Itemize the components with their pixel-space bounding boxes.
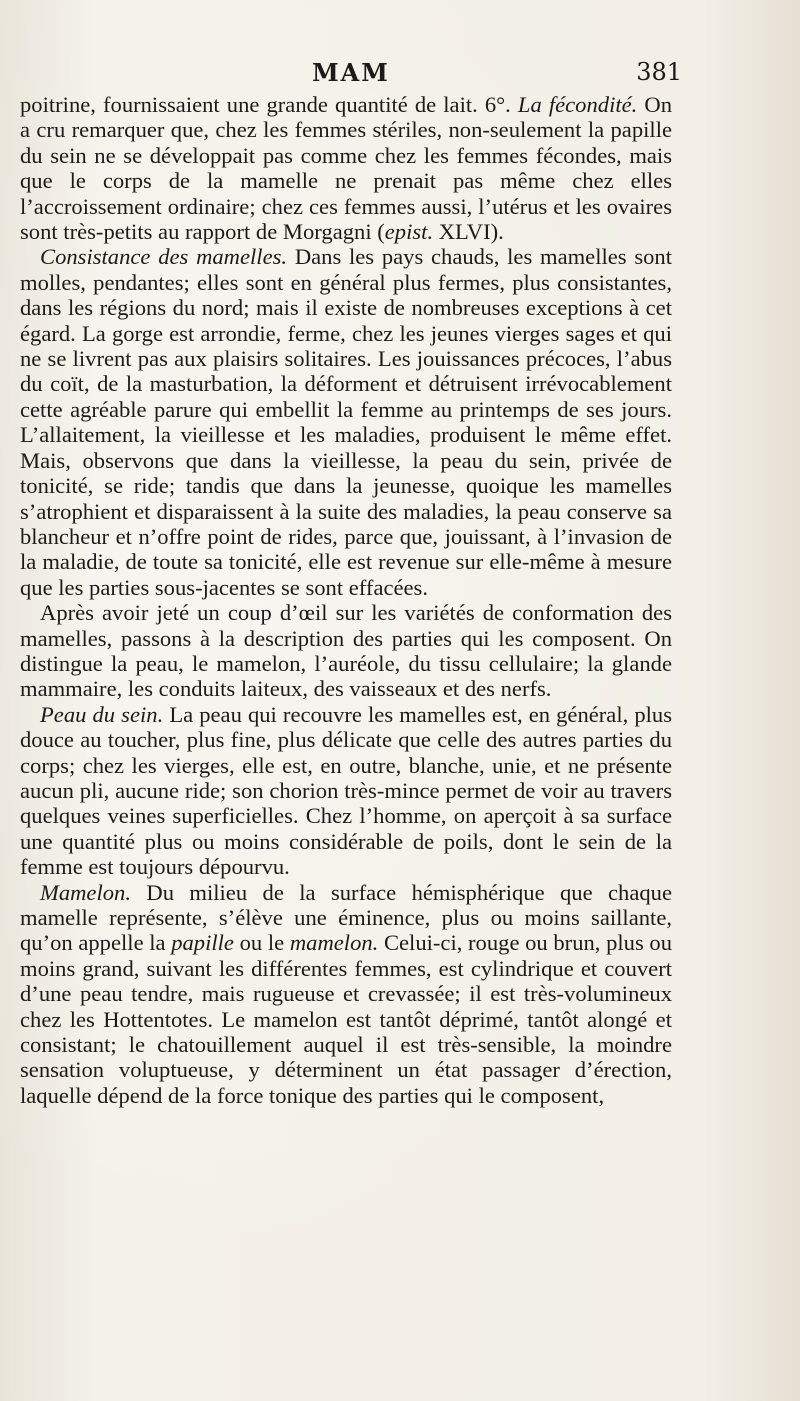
body-text [20,92,672,1108]
paragraph [20,880,672,1109]
text-run: ou le [233,930,290,956]
paragraph [20,92,672,244]
running-head: MAM [312,58,390,87]
text-run: Du milieu de la surface hémisphérique que chaque mamelle représente, s’élève une éminence, plus ou moins saillante, qu’on appelle la [20,879,672,956]
text-run: La peau qui recouvre les mamelles est, en général, plus douce au toucher, plus fine, plus délicate que celle des autres parties du corps; chez les vierges, elle est, en outre, blanche, unie, et ne présente aucun pli, aucune ride; son chorion très-mince permet de voir au travers quelques veines superficielles. Chez l’homme, on aperçoit à sa surface une quantité plus ou moins considérable de poils, dont le sein de la femme est toujours dépourvu. [20,701,672,880]
section-heading-inline: Mamelon. [40,879,131,905]
paragraph [20,244,672,600]
text-run: ). [490,219,504,245]
section-heading-inline: Consistance des mamelles. [40,244,288,270]
text-run-italic: epist. [384,219,434,245]
text-run: poitrine, fournissaient une grande quantité de lait. 6°. [20,92,518,117]
text-run: Après avoir jeté un coup d’œil sur les variétés de conformation des mamelles, passons à la description des parties qui les composent. On distingue la peau, le mamelon, l’auréole, du tissu cellulaire; la glande mammaire, les conduits laiteux, des vaisseaux et des nerfs. [20,600,672,702]
text-run: On a cru remarquer que, chez les femmes stériles, non-seulement la papille du sein ne se développait pas comme chez les femmes fécondes, mais que le corps de la mamelle ne prenait pas même chez elles l’accroissement ordinaire; chez ces femmes aussi, l’utérus et les ovaires sont très-petits au rapport de Morgagni ( [20,92,672,245]
paragraph [20,600,672,702]
text-run: Celui-ci, rouge ou brun, plus ou moins grand, suivant les différentes femmes, est cylindrique et couvert d’une peau tendre, mais rugueuse et crevassée; il est très-volumineux chez les Hottentotes. Le mamelon est tantôt déprimé, tantôt alongé et consistant; le chatouillement auquel il est très-sensible, la moindre sensation voluptueuse, y déterminent un état passager d’érection, laquelle dépend de la force tonique des parties qui le composent, [20,930,672,1108]
page-header [20,58,682,92]
text-run-italic: papille [171,930,234,956]
text-run-italic: mamelon. [289,930,379,956]
text-run-italic: La fécondité. [517,92,638,117]
text-run-small-caps: XLVI [433,219,491,245]
paragraph [20,702,672,880]
section-heading-inline: Peau du sein. [40,701,164,727]
text-run: Dans les pays chauds, les mamelles sont molles, pendantes; elles sont en général plus fermes, plus consistantes, dans les régions du nord; mais il existe de nombreuses exceptions à cet égard. La gorge est arrondie, ferme, chez les jeunes vierges sages et qui ne se livrent pas aux plaisirs solitaires. Les jouissances précoces, l’abus du coït, de la masturbation, la déforment et détruisent irrévocablement cette agréable parure qui embellit la femme au printemps de ses jours. L’allaitement, la vieillesse et les maladies, produisent le même effet. Mais, observons que dans la vieillesse, la peau du sein, privée de tonicité, se ride; tandis que dans la jeunesse, quoique les mamelles s’atrophient et disparaissent à la suite des maladies, la peau conserve sa blancheur et n’offre point de rides, parce que, jouissant, à l’invasion de la maladie, de toute sa tonicité, elle est revenue sur elle-même à mesure que les parties sous-jacentes se sont effacées. [20,244,672,600]
page-number: 381 [636,58,682,86]
